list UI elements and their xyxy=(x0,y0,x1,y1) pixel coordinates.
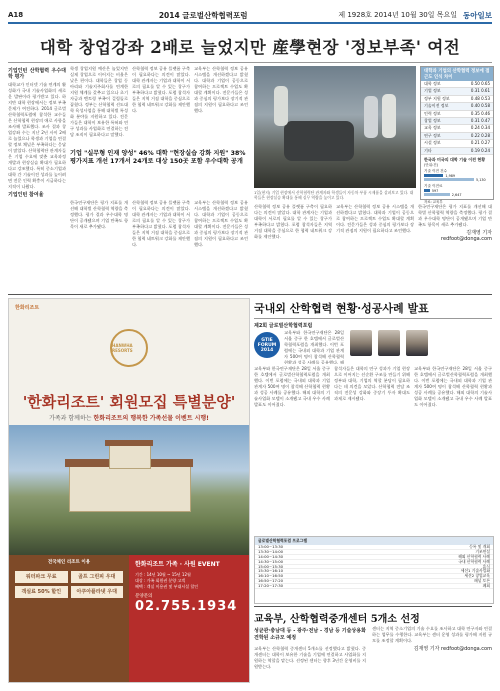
stats-table-row xyxy=(421,88,493,95)
byline: 김재영 기자 redfoot@donga.com xyxy=(441,230,492,242)
ad-benefits-title: 전국체인 리조트 이용 xyxy=(47,560,91,565)
schedule-item: 휴식 xyxy=(482,563,490,569)
stats-table-row xyxy=(421,125,493,132)
ad-tagline-prefix: 가족과 함께하는 xyxy=(49,415,94,422)
article-text: 산학협력 정보 공유 플랫폼 구축이 필요하다는 의견이 많았다. 대학 관계자는 기업과 대학이 서로의 필요를 알 수 있는 창구가 부족하다고 밝혔다. 포럼 참석자들은 지역 거점 대학을 중심으로 한 협력 네트워크 강화를 제안했다. xyxy=(132,200,190,247)
divider xyxy=(254,318,492,319)
article-text: 산학협력 정보 공유 플랫폼 구축이 필요하다는 의견이 많았다. 대학 관계자는 기업과 대학이 서로의 필요를 알 수 있는 창구가 부족하다고 밝혔다. 포럼 참석자들은 지역 거점 대학을 중심으로 한 협력 네트워크 강화를 제안했다. xyxy=(132,66,190,113)
ad-event-title: 한화리조트 가족 · 사원 EVENT xyxy=(135,561,220,568)
person-figure xyxy=(274,86,288,126)
row-value-1: 0.31 xyxy=(470,117,480,123)
row-value-2: 0.34 xyxy=(481,125,490,131)
bar-usa xyxy=(424,178,474,181)
section3-text: 센터는 지역 중소기업의 기술 수요를 조사하고 대학 연구자와 연결하는 업무를 수행한다. 교육부는 센터 운영 성과를 평가해 지원 규모를 조정할 계획이다. xyxy=(372,626,492,643)
row-label: 인력 정보 xyxy=(424,110,441,116)
row-value-1: 0.22 xyxy=(470,132,480,138)
article-text: 대학교가 인터넷 기술 연계의 활성화가 국내 기술사업화의 새로운 발판이라 평가받고 있다. 하지만 대학 현장에서는 정보 부족 문제가 여전하다. 2014 글로벌산학협력포럼에 참석한 교수들은 산학협력 현장의 애로 사항을 조사해 발표했다. 조사 결과 창업강좌 수는 지난 2년 사이 2배로 늘었으나 학생과 기업을 연결할 정보 채널은 부족하다는 응답이 많았다. 산학협력단 관계자들은 기업 수요에 맞춘 교육과정 개발과 현장실습 확대가 필요하다고 강조했다. 특히 중소기업과 대학 간 기술이전 성과를 높이려면 전문 인력 확충이 시급하다는 지적이 나왔다. xyxy=(8,82,66,189)
article-inline-sub: 기업인턴 참여율 xyxy=(8,192,44,198)
ad-brand: 한화리조트 xyxy=(15,305,40,311)
page-header xyxy=(8,8,492,24)
row-value-2: 0.46 xyxy=(481,110,490,116)
resort-advertisement[interactable] xyxy=(8,298,250,683)
bar-chart-unit: (단위:건) xyxy=(424,162,439,167)
schedule-time: 13:30~14:00 xyxy=(258,548,284,554)
stats-table-row xyxy=(421,140,493,147)
schedule-item: 국내 산학협력 사례 xyxy=(458,558,490,564)
forum-subtitle: 제2회 글로벌산학협력포럼 xyxy=(254,323,313,329)
article-column-4 xyxy=(194,66,248,146)
schedule-item: 폐회 xyxy=(482,583,490,589)
forum-column-1 xyxy=(254,366,330,534)
stats-table-row xyxy=(421,103,493,110)
bar-usa-value: 5,130 xyxy=(476,177,486,182)
schedule-time: 15:00~15:30 xyxy=(258,563,284,569)
bar-usa xyxy=(424,193,450,196)
schedule-time: 16:10~16:50 xyxy=(258,573,284,579)
article-column-6 xyxy=(336,204,414,290)
person-figure xyxy=(364,96,378,138)
main-headline: 대학 창업강좌 2배로 늘었지만 産學현장 '정보부족' 여전 xyxy=(39,38,461,57)
schedule-time: 14:30~15:00 xyxy=(258,558,284,564)
bar-chart-title: 한국과 미국의 대학 기술 이전 현황 xyxy=(424,156,486,162)
forum-column-2 xyxy=(334,366,410,534)
section3-subhead: 성균관·충남대 등 - 광주·전남 - 경남 등 기술상용화 견학된 소규모 예정 xyxy=(254,628,366,641)
row-label: 정부 지원 정보 xyxy=(424,95,450,101)
bar-korea xyxy=(424,174,443,177)
building-tower xyxy=(109,445,151,469)
article-column-7 xyxy=(418,204,492,290)
schedule-rows xyxy=(255,545,493,589)
schedule-item: 등록 및 개회 xyxy=(469,544,490,549)
schedule-row xyxy=(255,584,493,589)
resort-photo xyxy=(9,425,249,555)
article-column-3b xyxy=(132,200,190,292)
row-value-2: 0.27 xyxy=(481,140,490,146)
ad-tagline xyxy=(9,413,249,422)
speaker-photos xyxy=(350,330,428,356)
schedule-time: 13:00~13:30 xyxy=(258,544,284,549)
row-label: 연구 정보 xyxy=(424,132,441,138)
speaker-photo xyxy=(406,330,428,356)
resort-emblem: HANWHA RESORTS xyxy=(110,329,148,367)
benefit-item: 골프 그린피 우대 xyxy=(71,571,124,583)
row-value-1: 0.24 xyxy=(470,125,480,131)
issue-info: 제 1928호 2014년 10월 30일 목요일 xyxy=(338,11,458,19)
divider xyxy=(254,606,492,607)
bar-label: 기술 이전 건수 xyxy=(424,168,448,173)
paper-logo: 동아일보 xyxy=(463,10,492,20)
section3-title: 교육부, 산학협력중개센터 5개소 선정 xyxy=(254,614,420,625)
article-text: 한국연구재단은 평가 지표를 개선해 대학별 산학협력 역량을 측정했다. 평가 결과 우수대학 명단이 공개됐으며 기업 만족도 항목이 새로 추가됐다. xyxy=(70,200,128,229)
ad-event-panel xyxy=(129,555,249,682)
benefit-item: 객실료 50% 할인 xyxy=(15,586,68,598)
schedule-time: 17:20~17:30 xyxy=(258,583,284,589)
row-value-2: 0.28 xyxy=(481,132,490,138)
forum-column-3 xyxy=(414,366,492,534)
forum-text: 교육부와 한국연구재단은 28일 서울 중구 한 호텔에서 글로벌산학협력포럼을 개최했다. 이번 포럼에는 국내외 대학과 기업 관계자 500여 명이 참석해 산학협력 현황과 성공 사례를 공유했다. 해 xyxy=(284,330,344,364)
article-text: 교육부는 산학협력 정보 공유 시스템을 개선하겠다고 밝혔다. 대학과 기업이 공동으로 참여하는 프로젝트 수업도 확대할 계획이다. 전문가들은 성과 중심의 평가보다 장기적 관점의 지원이 필요하다고 조언했다. xyxy=(336,204,414,233)
benefit-item: 워터파크 무료 xyxy=(15,571,68,583)
forum-logo: GTIE FORUM 2014 xyxy=(254,332,280,358)
article-text: 한국연구재단은 평가 지표를 개선해 대학별 산학협력 역량을 측정했다. 평가 결과 우수대학 명단이 공개됐으며 기업 만족도 항목이 새로 추가됐다. xyxy=(418,204,492,227)
article-column-3 xyxy=(132,66,190,146)
schedule-time: 14:00~14:30 xyxy=(258,553,284,559)
machine-shape xyxy=(284,121,354,161)
row-value-1: 0.40 xyxy=(470,103,480,109)
schedule-item: 해외 산학협력 사례 xyxy=(458,553,490,559)
row-value-1: 0.21 xyxy=(470,140,480,146)
forum-text: 교육부와 한국연구재단은 28일 서울 중구 한 호텔에서 글로벌산학협력포럼을 개최했다. 이번 포럼에는 국내외 대학과 기업 관계자 500여 명이 참석해 산학협력 현황과 성공 사례를 공유했다. 해외 대학의 기술사업화 모델이 소개됐고 국내 우수 사례 발표도 이어졌다. xyxy=(414,366,492,407)
schedule-time: 15:30~16:10 xyxy=(258,568,284,574)
row-label: 대학 정보 xyxy=(424,81,441,86)
schedule-time: 16:50~17:20 xyxy=(258,578,284,584)
article-text: 학생 창업지원 예산은 늘었지만 실제 창업으로 이어지는 비율은 낮은 편이다. 대학들은 창업 동아리와 기술지주회사를 연계한 지원 체계를 갖추고 있으나 초기 자금과 멘토링 부족이 걸림돌로 꼽혔다. 정부는 산학협력 선도대학 육성사업을 통해 대학별 특성화 분야를 지원하고 있다. 전문가들은 대학이 보유한 특허와 연구 성과를 사업화로 연결하는 전담 조직이 필요하다고 말했다. xyxy=(70,66,128,137)
row-value-2: 0.58 xyxy=(481,103,490,109)
bar-korea-value: 597 xyxy=(431,188,439,193)
article-column-2b xyxy=(70,200,128,292)
row-label: 시설 정보 xyxy=(424,140,441,146)
article-column-5 xyxy=(254,204,332,290)
forum-text: 교육부와 한국연구재단은 28일 서울 중구 한 호텔에서 글로벌산학협력포럼을 개최했다. 이번 포럼에는 국내외 대학과 기업 관계자 500여 명이 참석해 산학협력 현황과 성공 사례를 공유했다. 해외 대학의 기술사업화 모델이 소개됐고 국내 우수 사례 발표도 이어졌다. xyxy=(254,366,330,407)
row-value-1: 0.35 xyxy=(470,110,480,116)
bar-chart xyxy=(421,168,493,205)
bar-label: 기술 이전료 xyxy=(424,183,443,188)
speaker-photo xyxy=(350,330,372,356)
bar-group xyxy=(424,169,490,182)
article-column-2 xyxy=(70,66,128,146)
row-value-2: 0.65 xyxy=(481,81,490,86)
stats-table-rows xyxy=(421,81,493,155)
ad-benefits-panel xyxy=(9,555,129,682)
row-value-1: 0.50 xyxy=(470,81,480,86)
row-label: 기술이전 정보 xyxy=(424,103,449,109)
ad-title: '한화리조트' 회원모집 특별분양' xyxy=(22,393,236,411)
row-value-2: 0.61 xyxy=(481,88,490,94)
row-label: 기타 xyxy=(424,147,432,153)
article-text: 교육부는 산학협력 정보 공유 시스템을 개선하겠다고 밝혔다. 대학과 기업이 공동으로 참여하는 프로젝트 수업도 확대할 계획이다. 전문가들은 성과 중심의 평가보다 장기적 관점의 지원이 필요하다고 조언했다. xyxy=(194,200,248,247)
schedule-item: 기조연설 xyxy=(475,548,490,554)
ad-inquiry-label: 분양문의 xyxy=(135,594,153,599)
forum-text: 참석자들은 대학의 연구 성과가 기업 현장으로 이어지는 선순환 구조를 만들기 위해 정부와 대학, 기업의 역할 분담이 필요하다는 데 의견을 모았다. 산학협력 전담 조직의 전문성 강화와 중장기 투자 확대도 과제로 제시됐다. xyxy=(334,366,410,401)
article-text: 산학협력 정보 공유 플랫폼 구축이 필요하다는 의견이 많았다. 대학 관계자는 기업과 대학이 서로의 필요를 알 수 있는 창구가 부족하다고 밝혔다. 포럼 참석자들은 지역 거점 대학을 중심으로 한 협력 네트워크 강화를 제안했다. xyxy=(254,204,332,239)
chart-source: 자료: 교육부 xyxy=(424,199,443,204)
ad-event-line: 기간 : 14년 10월 ~ 15년 12월 xyxy=(135,572,191,577)
stats-table-row xyxy=(421,111,493,118)
byline: 김재영 기자 redfoot@donga.com xyxy=(413,646,492,652)
bar-korea-value: 1,989 xyxy=(445,173,456,178)
page-number: A18 xyxy=(8,11,24,19)
row-value-2: 0.24 xyxy=(481,147,490,153)
ad-tagline-highlight: 한화리조트의 행복한 가족선물 이벤트 시행! xyxy=(93,415,209,422)
benefit-item: 아쿠아플라넷 우대 xyxy=(71,586,124,598)
divider xyxy=(8,294,492,295)
roof xyxy=(105,440,153,446)
schedule-item: 세션2 창업교육 xyxy=(464,573,490,579)
row-value-1: 0.48 xyxy=(470,95,480,101)
section-title: 2014 글로벌산학협력포럼 xyxy=(158,10,248,20)
ad-phone-number[interactable]: 02.755.1934 xyxy=(135,599,238,614)
schedule-item: 패널 토론 xyxy=(474,578,490,584)
row-value-1: 0.31 xyxy=(470,88,480,94)
forum-text-intro xyxy=(284,330,344,364)
bar-group xyxy=(424,184,490,197)
photo-caption: 1일(현지) 기업 현장에서 산학협력단 관계자와 학생들이 자동차 부품 시제품을 살펴보고 있다. 대학들은 현장실습 확대를 통해 실무 역량을 높이고 있다. xyxy=(254,190,414,200)
speaker-photo xyxy=(378,330,400,356)
section3-column-1 xyxy=(254,646,366,684)
article-column-1 xyxy=(8,66,66,292)
stats-table-row xyxy=(421,148,493,155)
article-column-4b xyxy=(194,200,248,292)
section3-column-2 xyxy=(372,626,492,684)
row-label: 교육 정보 xyxy=(424,125,441,131)
section3-text: 교육부는 산학협력 중개센터 5개소를 선정했다고 밝혔다. 중개센터는 대학이 보유한 기술을 기업에 연결하고 사업화를 지원하는 역할을 맡는다. 선정된 센터는 향후 3년간 운영비를 지원받는다. xyxy=(254,646,366,669)
person-figure xyxy=(382,94,396,138)
bar-korea xyxy=(424,189,430,192)
row-label: 창업 정보 xyxy=(424,117,441,123)
divider xyxy=(8,62,492,63)
article-subhead: 기업인턴 산학협력 우수대학 평가 xyxy=(8,68,66,80)
article-highlight: 기업 "실무형 인재 양성" 46% 대학 "현장실습 강화 지원" 38% 평가지표 개선 17개서 24개로 대상 150곳 포함 우수대학 공개 xyxy=(70,150,246,165)
bar-usa-value: 2,647 xyxy=(451,192,462,197)
row-value-2: 0.47 xyxy=(481,117,490,123)
article-photo xyxy=(254,66,416,188)
article-text: 교육부는 산학협력 정보 공유 시스템을 개선하겠다고 밝혔다. 대학과 기업이 공동으로 참여하는 프로젝트 수업도 확대할 계획이다. 전문가들은 성과 중심의 평가보다 장기적 관점의 지원이 필요하다고 조언했다. xyxy=(194,66,248,113)
schedule-item: 세션1 기술사업화 xyxy=(460,568,490,574)
ad-event-line: 혜택 : 객실 이용권 및 부대시설 할인 xyxy=(135,584,199,589)
row-label: 기업 정보 xyxy=(424,88,441,94)
row-value-2: 0.53 xyxy=(481,95,490,101)
building xyxy=(69,465,191,512)
stats-table-title: 대학과 기업의 산학협력 정보에 접근도 인식 차이 xyxy=(421,67,493,81)
row-value-1: 0.19 xyxy=(470,147,480,153)
ad-event-line: 대상 : 가족 회원권 분양 고객 xyxy=(135,578,186,583)
schedule-title: 글로벌산학협력포럼 프로그램 xyxy=(255,537,493,545)
forum-section-title: 국내외 산학협력 현황·성공사례 발표 xyxy=(254,302,429,315)
forum-schedule-table xyxy=(254,536,494,604)
stats-table xyxy=(420,66,494,204)
